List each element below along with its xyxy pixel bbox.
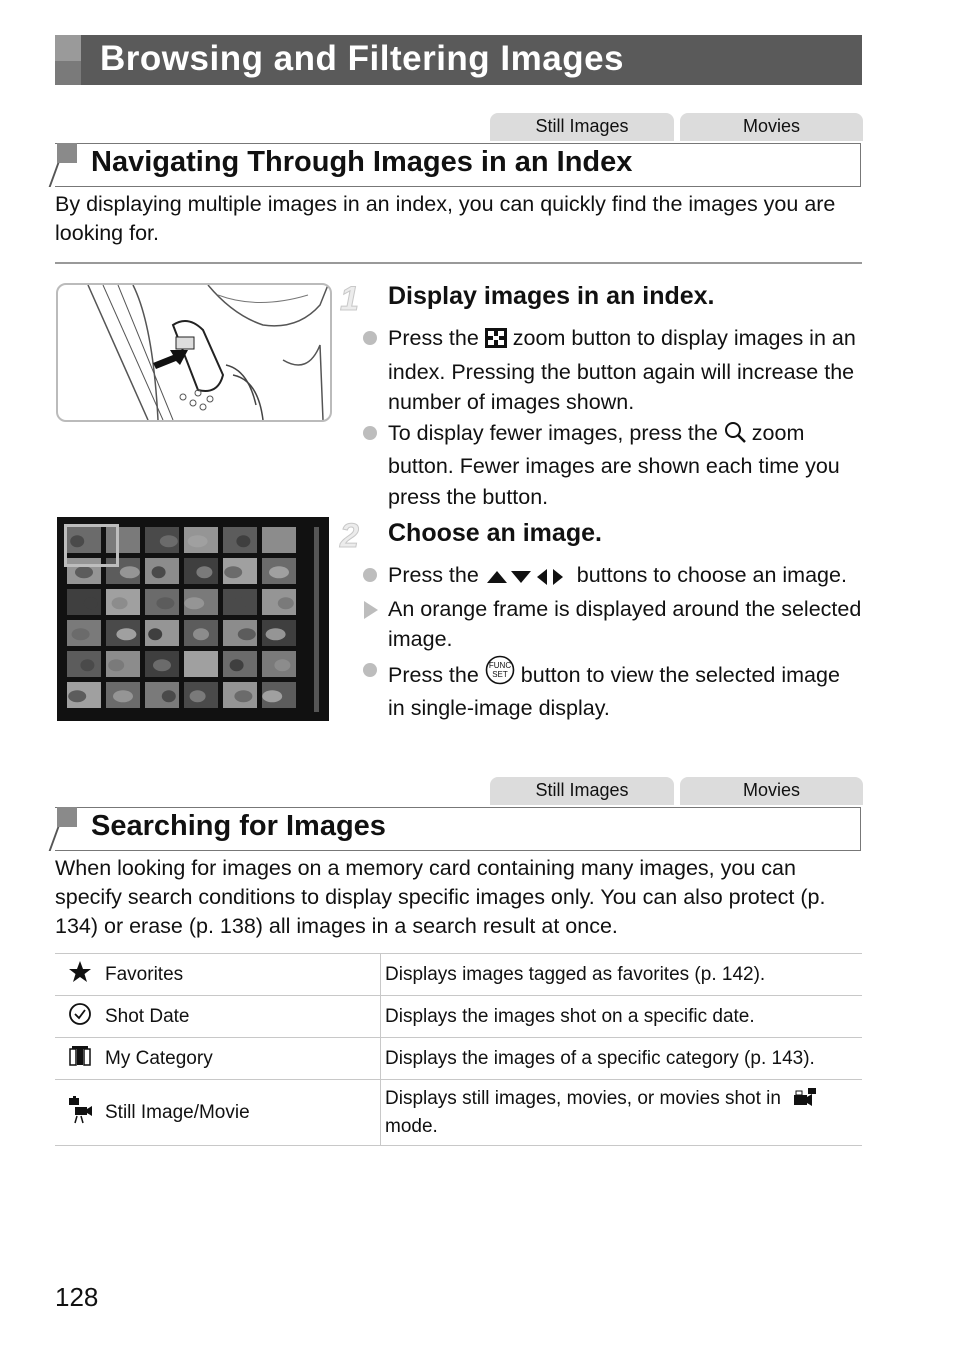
thumbnail-subject [233,597,247,609]
thumbnail-subject [264,535,280,547]
thumbnail-subject [116,628,136,640]
chapter-title: Browsing and Filtering Images [100,39,625,78]
tab-still-images: Still Images [490,113,674,141]
thumbnail-subject [198,659,218,671]
bullet-text: zoom button. Fewer images are shown each time you press the button. [388,420,840,509]
condition-desc: Displays images tagged as favorites (p. 142). [381,954,863,996]
thumbnail-subject [234,690,252,702]
section-title: Navigating Through Images in an Index [91,146,633,178]
bullet-item [362,323,862,418]
thumbnail-subject [153,659,171,671]
thumbnail-subject [230,659,244,671]
thumbnail-subject [112,597,128,609]
thumbnail-subject [113,690,133,702]
star-icon [55,954,105,996]
thumbnail-subject [120,566,140,578]
step-number: 1 [340,280,359,318]
section-marker [49,827,80,851]
svg-text:SET: SET [492,669,508,679]
bullet-item [362,418,862,513]
result-arrow-icon [364,601,378,619]
thumbnail-subject [75,566,93,578]
thumbnail-subject [266,628,286,640]
section-title: Searching for Images [91,810,386,842]
condition-name: Favorites [105,954,381,996]
section-intro: By displaying multiple images in an index, you can quickly find the images you are looking for. [55,192,836,245]
table-row [55,954,862,996]
bullet-text: An orange frame is displayed around the selected image. [388,596,862,651]
tab-movies: Movies [680,777,863,805]
divider [55,262,862,264]
chapter-title-bar [55,35,862,85]
section-marker [57,143,77,163]
thumbnail-subject [148,628,162,640]
thumbnail-subject [156,597,174,609]
bullet-text: button to view the selected image in single-image display. [388,662,840,720]
thumbnail-subject [162,690,176,702]
tab-still-images: Still Images [490,777,674,805]
scroll-bar [314,527,319,712]
thumbnail-grid [57,517,329,721]
condition-name: Still Image/Movie [105,1080,381,1146]
clock-icon [55,996,105,1038]
mode-tabs [490,113,863,141]
thumbnail-subject [108,659,124,671]
svg-text:FUNC: FUNC [488,660,511,670]
func-set-button-icon [485,655,515,694]
step1-bullets [362,323,862,512]
title-corner-decoration [55,61,81,85]
thumbnail-subject [278,597,294,609]
bullet-text: zoom button to display images in an index. Pressing the button again will increase the number of images shown. [388,326,856,414]
thumbnail-subject [188,535,208,547]
thumbnail-subject [236,535,250,547]
bullet-text: Press the [388,563,479,587]
tab-movies: Movies [680,113,863,141]
section-marker [49,163,80,187]
table-row [55,996,862,1038]
section-intro: When looking for images on a memory card containing many images, you can specify search conditions to display specific images only. You can also protect (p. 134) or erase (p. 138) all images in a search result at once. [55,856,826,938]
bullet-dot-icon [363,426,377,440]
thumbnail-subject [193,628,209,640]
movie-digest-icon [792,1087,818,1114]
thumbnail-subject [152,566,166,578]
section-marker [57,807,77,827]
bullet-item [362,655,862,724]
condition-desc-text: mode. [385,1116,438,1137]
bullet-text: buttons to choose an image. [576,563,847,587]
thumbnail-subject [274,659,290,671]
mode-tabs [490,777,863,805]
thumbnail-subject [184,597,204,609]
thumbnail-subject [160,535,178,547]
bullet-text: Press the [388,326,479,350]
title-corner-decoration [55,35,81,61]
condition-desc: Displays the images of a specific category (p. 143). [381,1038,863,1080]
condition-name: My Category [105,1038,381,1080]
thumbnail-subject [72,628,90,640]
thumbnail-subject [70,535,84,547]
condition-desc: Displays the images shot on a specific date. [381,996,863,1038]
step-title: Choose an image. [388,519,602,547]
bullet-dot-icon [363,568,377,582]
thumbnail-subject [269,566,289,578]
condition-name: Shot Date [105,996,381,1038]
bullet-text: To display fewer images, press the [388,420,718,445]
section-header-index [55,143,861,187]
thumbnail-subject [238,628,256,640]
bullet-text: Press the [388,662,479,687]
index-display-screenshot [57,517,329,721]
table-row [55,1038,862,1080]
thumbnail-subject [80,659,94,671]
direction-buttons-icon [485,563,571,594]
thumbnail-subject [68,690,86,702]
bullet-item [362,594,862,655]
thumbnail-subject [196,566,212,578]
magnify-zoom-icon [724,421,746,452]
bullet-dot-icon [363,663,377,677]
thumbnail-subject [224,566,242,578]
section-header-search [55,807,861,851]
thumbnail-subject [190,690,206,702]
thumbnail-subject [262,690,282,702]
condition-desc [381,1080,863,1146]
step2-bullets [362,560,862,724]
category-icon [55,1038,105,1080]
camera-drawing [58,285,330,420]
search-conditions-table [55,953,862,1146]
index-zoom-icon [485,326,507,357]
step-title: Display images in an index. [388,282,715,310]
thumbnail-subject [84,597,98,609]
bullet-dot-icon [363,331,377,345]
table-row [55,1080,862,1146]
still-movie-icon [55,1080,105,1146]
step-number: 2 [340,517,359,555]
page-number: 128 [55,1282,99,1312]
camera-zoom-illustration [56,283,332,422]
condition-desc-text: Displays still images, movies, or movies shot in [385,1088,781,1109]
bullet-item [362,560,862,594]
